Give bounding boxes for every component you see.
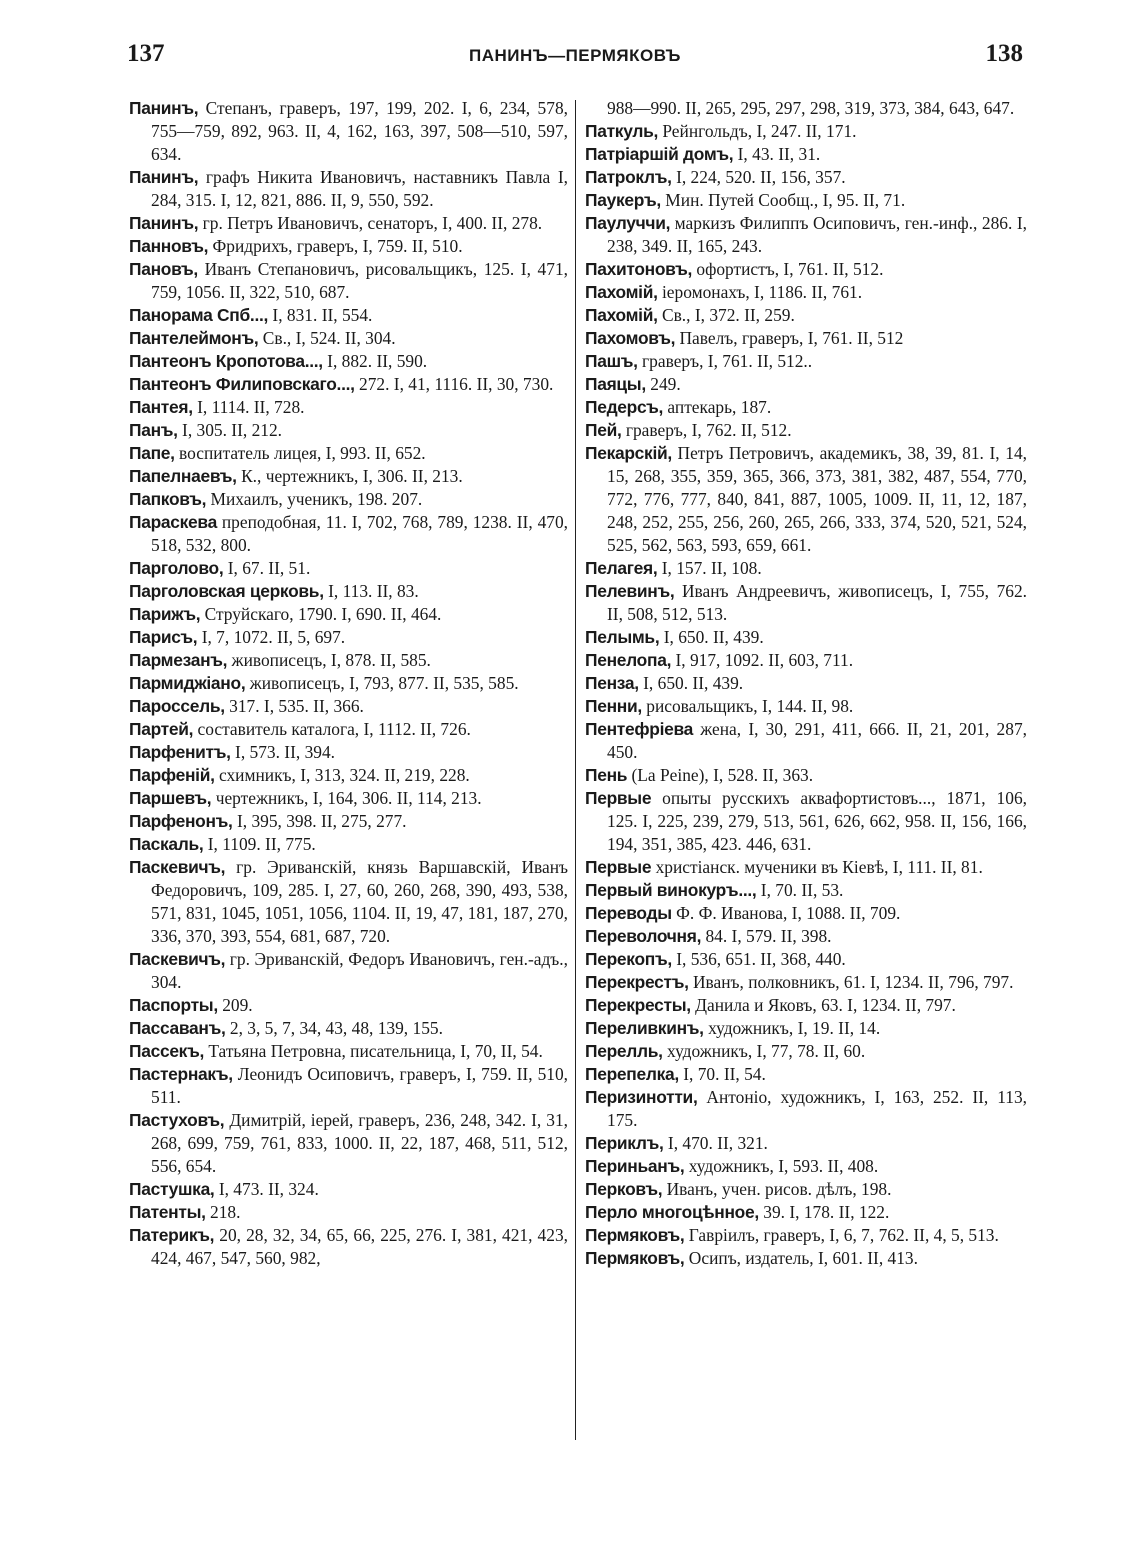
entry-headword: Парижъ, [129,604,201,624]
entry-headword: Пелагея, [585,558,658,578]
entry-references: Мин. Путей Сообщ., I, 95. II, 71. [660,190,906,210]
entry-references: Осипъ, издатель, I, 601. II, 413. [684,1248,918,1268]
index-entry [585,557,1027,580]
index-entry [585,304,1027,327]
entry-references: христіанск. мученики въ Кіевѣ, I, 111. II, 81. [651,857,983,877]
entry-headword: Паршевъ, [129,788,212,808]
entry-headword: Патерикъ, [129,1225,215,1245]
entry-references: Рейнгольдъ, I, 247. II, 171. [658,121,857,141]
index-entry [585,120,1027,143]
index-entry [129,948,568,994]
entry-references: I, 882. II, 590. [322,351,428,371]
entry-references: 988—990. II, 265, 295, 297, 298, 319, 373, 384, 643, 647. [607,98,1015,118]
index-entry [585,212,1027,258]
index-entry [585,1132,1027,1155]
index-entry [585,649,1027,672]
entry-references: I, 70. II, 53. [756,880,844,900]
entry-references: I, 67. II, 51. [223,558,311,578]
index-entry [129,741,568,764]
entry-references: I, 650. II, 439. [638,673,744,693]
index-entry [585,787,1027,856]
entry-references: I, 536, 651. II, 368, 440. [671,949,846,969]
index-entry [129,166,568,212]
entry-references: преподобная, 11. I, 702, 768, 789, 1238. II, 470, 518, 532, 800. [151,512,568,555]
index-entry [129,373,568,396]
entry-headword: Пастушка, [129,1179,215,1199]
index-entry [129,603,568,626]
entry-headword: Парфенонъ, [129,811,233,831]
entry-headword: Перелль, [585,1041,663,1061]
entry-references: I, 70. II, 54. [678,1064,766,1084]
index-entry [585,695,1027,718]
entry-headword: Перепелка, [585,1064,679,1084]
index-entry [129,1063,568,1109]
entry-references: 39. I, 178. II, 122. [758,1202,890,1222]
entry-headword: Паукеръ, [585,190,661,210]
index-entry [129,649,568,672]
index-entry [129,718,568,741]
entry-references: I, 831. II, 554. [268,305,373,325]
entry-references: воспитатель лицея, I, 993. II, 652. [174,443,426,463]
entry-headword: Пелевинъ, [585,581,675,601]
index-entry [585,327,1027,350]
entry-references: Иванъ, учен. рисов. дѣлъ, 198. [662,1179,892,1199]
index-entry [585,856,1027,879]
entry-headword: Паскевичъ, [129,857,226,877]
index-entry [129,1178,568,1201]
entry-headword: Патенты, [129,1202,206,1222]
entry-references: Димитрій, іерей, граверъ, 236, 248, 342. I, 31, 268, 699, 759, 761, 833, 1000. II, 22, 187, 468, 511, 512, 556, 654. [151,1110,568,1176]
entry-headword: Паткуль, [585,121,659,141]
entry-headword: Пенза, [585,673,639,693]
entry-references: Антоніо, художникъ, I, 163, 252. II, 113, 175. [607,1087,1027,1130]
entry-headword: Пенни, [585,696,642,716]
index-entry [585,1086,1027,1132]
entry-headword: Перло многоцѣнное, [585,1202,759,1222]
entry-headword: Паспорты, [129,995,218,1015]
index-entry [585,143,1027,166]
left-column [129,97,568,1270]
index-entry [585,258,1027,281]
entry-references: 20, 28, 32, 34, 65, 66, 225, 276. I, 381, 421, 423, 424, 467, 547, 560, 982, [151,1225,568,1268]
entry-references: Степанъ, граверъ, 197, 199, 202. I, 6, 234, 578, 755—759, 892, 963. II, 4, 162, 163, 397, 508—510, 597, 634. [151,98,568,164]
entry-headword: Перекрестъ, [585,972,689,992]
entry-headword: Пановъ, [129,259,198,279]
index-entry [129,258,568,304]
index-entry [585,994,1027,1017]
entry-headword: Панновъ, [129,236,209,256]
index-entry [129,465,568,488]
entry-headword: Панинъ, [129,98,199,118]
index-entry [129,764,568,787]
entry-headword: Пекарскій, [585,443,672,463]
entry-headword: Паскаль, [129,834,204,854]
index-entry [585,1017,1027,1040]
entry-headword: Перковъ, [585,1179,663,1199]
entry-references: гр. Петръ Ивановичъ, сенаторъ, I, 400. II, 278. [198,213,543,233]
entry-references: граверъ, I, 761. II, 512.. [637,351,813,371]
entry-headword: Перизинотти, [585,1087,698,1107]
entry-references: I, 113. II, 83. [323,581,419,601]
index-entry [129,695,568,718]
entry-references: Петръ Петровичъ, академикъ, 38, 39, 81. I, 14, 15, 268, 355, 359, 365, 366, 373, 381, 382, 487, 554, 770, 772, 776, 777, 840, 841, 887, 1005, 1009. II, 11, 12, 187, 248, 252, 255, 256, 260, 265, 266, 333, 374, 520, 521, 524, 525, 562, 563, 593, 659, 661. [607,443,1027,555]
entry-references: I, 650. II, 439. [659,627,764,647]
entry-references: I, 43. II, 31. [733,144,821,164]
entry-references: рисовальщикъ, I, 144. II, 98. [641,696,854,716]
entry-references: жена, I, 30, 291, 411, 666. II, 21, 201, 287, 450. [607,719,1027,762]
entry-headword: Парголовская церковь, [129,581,324,601]
entry-references: I, 157. II, 108. [657,558,762,578]
index-entry [585,396,1027,419]
entry-headword: Паулуччи, [585,213,671,233]
entry-headword: Пассаванъ, [129,1018,226,1038]
page-number-left: 137 [127,40,165,67]
entry-references: схимникъ, I, 313, 324. II, 219, 228. [214,765,470,785]
entry-references: Св., I, 372. II, 259. [657,305,795,325]
entry-references: Струйскаго, 1790. I, 690. II, 464. [200,604,442,624]
entry-references: 272. I, 41, 1116. II, 30, 730. [354,374,554,394]
entry-headword: Парголово, [129,558,224,578]
index-entry [585,626,1027,649]
entry-headword: Пантея, [129,397,193,417]
entry-headword: Пахомовъ, [585,328,676,348]
entry-headword: Пастернакъ, [129,1064,233,1084]
entry-headword: Паскевичъ, [129,949,226,969]
entry-headword: Пентефріева [585,719,694,739]
page-number-right: 138 [985,40,1023,67]
entry-references: Иванъ Степановичъ, рисовальщикъ, 125. I, 471, 759, 1056. II, 322, 510, 687. [151,259,568,302]
index-entry [585,419,1027,442]
index-entry [585,442,1027,557]
entry-references: живописецъ, I, 793, 877. II, 535, 585. [245,673,519,693]
entry-headword: Парфеній, [129,765,215,785]
index-entry [129,304,568,327]
index-entry [585,1224,1027,1247]
entry-references: графъ Никита Ивановичъ, наставникъ Павла I, 284, 315. I, 12, 821, 886. II, 9, 550, 592. [151,167,568,210]
index-entry [129,810,568,833]
index-entry [585,764,1027,787]
entry-references: Данила и Яковъ, 63. I, 1234. II, 797. [690,995,956,1015]
index-entry [585,580,1027,626]
entry-references: I, 7, 1072. II, 5, 697. [197,627,346,647]
entry-headword: Пахитоновъ, [585,259,693,279]
entry-headword: Папковъ, [129,489,207,509]
entry-headword: Пароссель, [129,696,225,716]
index-entry [585,718,1027,764]
index-entry [585,166,1027,189]
index-entry [129,442,568,465]
entry-headword: Панинъ, [129,213,199,233]
entry-references: I, 473. II, 324. [214,1179,319,1199]
entry-references: I, 305. II, 212. [177,420,283,440]
entry-references: Михаилъ, ученикъ, 198. 207. [206,489,423,509]
entry-headword: Пантеонъ Кропотова..., [129,351,323,371]
entry-headword: Параскева [129,512,217,532]
index-entry [129,994,568,1017]
index-entry [129,511,568,557]
index-entry [585,672,1027,695]
entry-headword: Пармезанъ, [129,650,228,670]
entry-references: Фридрихъ, граверъ, I, 759. II, 510. [208,236,463,256]
column-divider [575,100,576,1440]
entry-references: гр. Эриванскій, князь Варшавскій, Иванъ Федоровичъ, 109, 285. I, 27, 60, 260, 268, 390, 493, 538, 571, 831, 1045, 1051, 1056, 1104. II, 19, 47, 181, 187, 270, 336, 370, 393, 554, 681, 687, 720. [151,857,568,946]
index-entry [129,327,568,350]
entry-references: Гавріилъ, граверъ, I, 6, 7, 762. II, 4, 5, 513. [684,1225,999,1245]
entry-headword: Пермяковъ, [585,1225,685,1245]
index-entry [129,626,568,649]
index-entry [585,350,1027,373]
entry-references: аптекарь, 187. [663,397,772,417]
entry-headword: Первый винокуръ..., [585,880,757,900]
entry-headword: Перекопъ, [585,949,672,969]
entry-headword: Пантеонъ Филиповскаго..., [129,374,355,394]
index-entry [585,948,1027,971]
entry-references: офортистъ, I, 761. II, 512. [692,259,884,279]
entry-references: художникъ, I, 593. II, 408. [684,1156,879,1176]
index-entry [129,580,568,603]
index-entry [585,1178,1027,1201]
index-entry [129,557,568,580]
index-entry [585,971,1027,994]
entry-headword: Перекресты, [585,995,691,1015]
entry-headword: Пелымь, [585,627,660,647]
entry-headword: Пантелеймонъ, [129,328,259,348]
entry-references: I, 470. II, 321. [663,1133,768,1153]
index-entry [129,787,568,810]
entry-headword: Пень [585,765,628,785]
page-header [127,40,1023,76]
entry-references: Ф. Ф. Иванова, I, 1088. II, 709. [671,903,901,923]
entry-references: 209. [217,995,253,1015]
entry-references: 317. I, 535. II, 366. [224,696,364,716]
entry-references: Леонидъ Осиповичъ, граверъ, I, 759. II, 510, 511. [151,1064,568,1107]
index-entry [585,1247,1027,1270]
index-entry [129,833,568,856]
entry-headword: Пей, [585,420,622,440]
entry-references: 2, 3, 5, 7, 34, 43, 48, 139, 155. [225,1018,443,1038]
entry-references: I, 1114. II, 728. [192,397,305,417]
index-entry [129,1109,568,1178]
index-entry [585,925,1027,948]
entry-references: Иванъ Андреевичъ, живописецъ, I, 755, 762. II, 508, 512, 513. [607,581,1027,624]
entry-headword: Переволочня, [585,926,702,946]
index-entry [129,212,568,235]
index-entry [129,1040,568,1063]
entry-headword: Партей, [129,719,194,739]
entry-headword: Пастуховъ, [129,1110,225,1130]
entry-references: іеромонахъ, I, 1186. II, 761. [657,282,863,302]
entry-headword: Пермяковъ, [585,1248,685,1268]
entry-references: Св., I, 524. II, 304. [258,328,396,348]
index-entry [585,879,1027,902]
entry-references: Татьяна Петровна, писательница, I, 70, II, 54. [204,1041,543,1061]
entry-headword: Пашъ, [585,351,638,371]
entry-references: живописецъ, I, 878. II, 585. [227,650,431,670]
index-entry [129,1017,568,1040]
index-entry [585,1040,1027,1063]
entry-headword: Пассекъ, [129,1041,205,1061]
index-entry [129,97,568,166]
index-entry [585,373,1027,396]
entry-headword: Пахомій, [585,305,658,325]
entry-references: маркизъ Филиппъ Осиповичъ, ген.-инф., 286. I, 238, 349. II, 165, 243. [607,213,1027,256]
entry-headword: Патроклъ, [585,167,672,187]
index-entry [585,1063,1027,1086]
entry-headword: Переводы [585,903,672,923]
right-column [585,97,1027,1270]
entry-headword: Парисъ, [129,627,198,647]
index-entry [129,672,568,695]
index-entry [585,902,1027,925]
entry-headword: Панорама Спб..., [129,305,269,325]
index-entry [129,419,568,442]
index-entry [129,396,568,419]
running-head: ПАНИНЪ—ПЕРМЯКОВЪ [469,46,681,65]
entry-headword: Папе, [129,443,175,463]
index-entry [129,1201,568,1224]
entry-references: художникъ, I, 77, 78. II, 60. [662,1041,866,1061]
entry-references: Павелъ, граверъ, I, 761. II, 512 [675,328,904,348]
index-entry [585,281,1027,304]
entry-references: I, 395, 398. II, 275, 277. [232,811,407,831]
index-entry [585,1155,1027,1178]
entry-references: I, 224, 520. II, 156, 357. [671,167,846,187]
index-entry [129,1224,568,1270]
entry-references: художникъ, I, 19. II, 14. [703,1018,881,1038]
index-entry [129,235,568,258]
entry-headword: Периньанъ, [585,1156,685,1176]
entry-references: I, 1109. II, 775. [203,834,316,854]
entry-headword: Первые [585,788,652,808]
entry-references: чертежникъ, I, 164, 306. II, 114, 213. [211,788,482,808]
entry-headword: Папелнаевъ, [129,466,237,486]
entry-references: Иванъ, полковникъ, 61. I, 1234. II, 796, 797. [688,972,1014,992]
entry-headword: Патріаршій домъ, [585,144,734,164]
entry-headword: Первые [585,857,652,877]
entry-headword: Паяцы, [585,374,646,394]
entry-references: I, 917, 1092. II, 603, 711. [671,650,854,670]
entry-headword: Парфенитъ, [129,742,231,762]
entry-headword: Пенелопа, [585,650,672,670]
entry-headword: Пахомій, [585,282,658,302]
entry-headword: Пармиджіано, [129,673,246,693]
index-entry [585,189,1027,212]
entry-references: составитель каталога, I, 1112. II, 726. [193,719,471,739]
index-entry [585,97,1027,120]
entry-headword: Панъ, [129,420,178,440]
index-entry [129,350,568,373]
entry-references: 249. [645,374,681,394]
entry-references: граверъ, I, 762. II, 512. [621,420,792,440]
index-entry [129,856,568,948]
entry-references: I, 573. II, 394. [230,742,336,762]
entry-references: К., чертежникъ, I, 306. II, 213. [236,466,463,486]
entry-references: 218. [205,1202,241,1222]
entry-headword: Переливкинъ, [585,1018,704,1038]
index-entry [585,1201,1027,1224]
entry-headword: Периклъ, [585,1133,664,1153]
entry-references: 84. I, 579. II, 398. [701,926,832,946]
index-entry [129,488,568,511]
entry-references: гр. Эриванскій, Федоръ Ивановичъ, ген.-адъ., 304. [151,949,568,992]
entry-headword: Педерсъ, [585,397,664,417]
entry-references: (La Peine), I, 528. II, 363. [627,765,814,785]
entry-references: опыты русскихъ аквафортистовъ..., 1871, 106, 125. I, 225, 239, 279, 513, 561, 626, 662, 958. II, 156, 166, 194, 351, 385, 423. 446, 631. [607,788,1027,854]
entry-headword: Панинъ, [129,167,199,187]
